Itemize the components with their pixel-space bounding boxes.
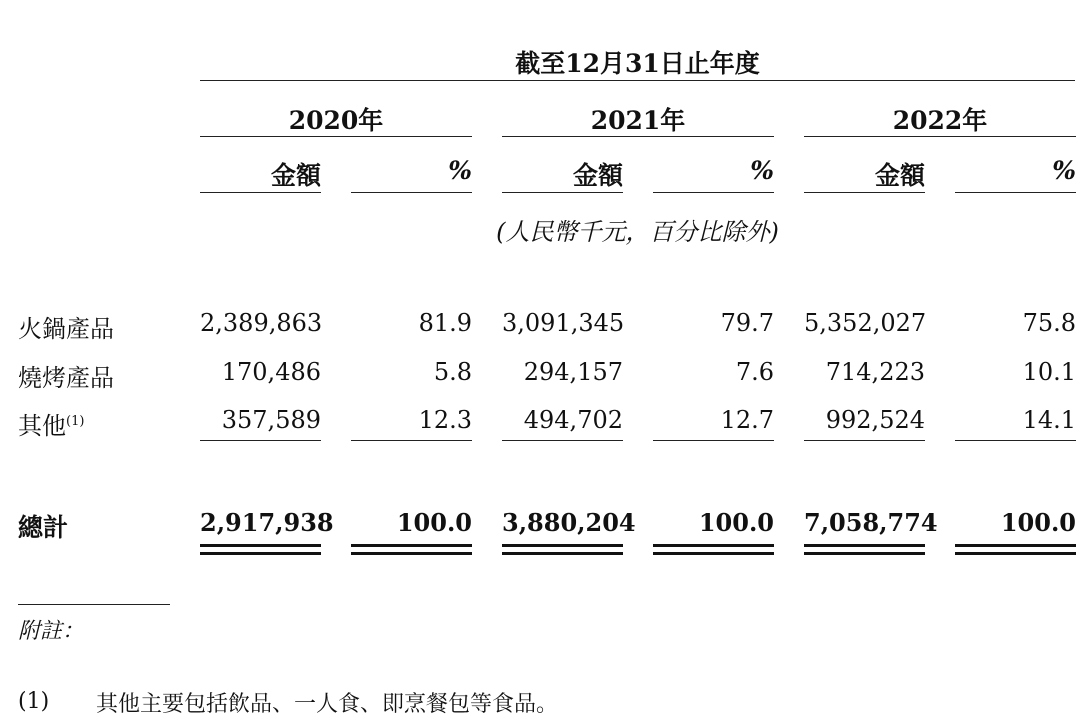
footnote-ref: (1) <box>66 414 85 429</box>
table-cell: 170,486 <box>221 358 321 386</box>
table-cell: 5,352,027 <box>804 309 927 337</box>
table-cell: 7.6 <box>735 358 774 386</box>
percent-header-2021: % <box>750 156 774 185</box>
table-cell: 10.1 <box>1022 358 1076 386</box>
total-cell: 2,917,938 <box>200 508 334 537</box>
percent-header-2022: % <box>1052 156 1076 185</box>
total-double-rule <box>502 552 623 555</box>
table-cell: 714,223 <box>825 358 925 386</box>
total-double-rule <box>955 544 1076 547</box>
table-cell: 5.8 <box>433 358 472 386</box>
table-cell: 357,589 <box>221 406 321 434</box>
notes-heading: 附註： <box>18 619 85 644</box>
footnote-text: 其他主要包括飲品、一人食、即烹餐包等食品。 <box>96 692 559 717</box>
notes-rule <box>18 604 170 605</box>
row-label-text: 其他 <box>18 412 66 440</box>
table-cell: 3,091,345 <box>502 309 625 337</box>
total-double-rule <box>653 552 774 555</box>
total-label: 總計 <box>18 513 69 542</box>
amount-header-2020: 金額 <box>270 161 321 190</box>
total-cell: 3,880,204 <box>502 508 636 537</box>
header-rule <box>200 80 1075 81</box>
total-double-rule <box>955 552 1076 555</box>
column-rule <box>351 192 472 193</box>
year-header-2022: 2022年 <box>892 106 988 135</box>
table-cell: 294,157 <box>523 358 623 386</box>
total-cell: 100.0 <box>698 508 774 537</box>
total-double-rule <box>804 544 925 547</box>
year-rule-2021 <box>502 136 774 137</box>
unit-note: (人民幣千元，百分比除外) <box>496 218 779 246</box>
subtotal-rule <box>804 440 925 441</box>
column-rule <box>502 192 623 193</box>
total-cell: 7,058,774 <box>804 508 938 537</box>
row-label-others <box>18 406 84 441</box>
column-rule <box>955 192 1076 193</box>
year-header-2020: 2020年 <box>288 106 384 135</box>
total-cell: 100.0 <box>1000 508 1076 537</box>
total-double-rule <box>200 544 321 547</box>
column-rule <box>200 192 321 193</box>
total-double-rule <box>351 552 472 555</box>
total-double-rule <box>351 544 472 547</box>
table-cell: 992,524 <box>825 406 925 434</box>
row-label-hotpot: 火鍋產品 <box>18 315 114 343</box>
percent-header-2020: % <box>448 156 472 185</box>
table-cell: 81.9 <box>418 309 472 337</box>
table-cell: 12.3 <box>418 406 472 434</box>
total-cell: 100.0 <box>396 508 472 537</box>
year-rule-2022 <box>804 136 1076 137</box>
table-cell: 12.7 <box>720 406 774 434</box>
table-cell: 79.7 <box>720 309 774 337</box>
row-label-barbecue: 燒烤產品 <box>18 364 114 392</box>
table-cell: 75.8 <box>1022 309 1076 337</box>
total-double-rule <box>200 552 321 555</box>
subtotal-rule <box>351 440 472 441</box>
subtotal-rule <box>653 440 774 441</box>
subtotal-rule <box>200 440 321 441</box>
amount-header-2021: 金額 <box>572 161 623 190</box>
year-header-2021: 2021年 <box>590 106 686 135</box>
table-cell: 2,389,863 <box>200 309 323 337</box>
year-rule-2020 <box>200 136 472 137</box>
table-cell: 494,702 <box>523 406 623 434</box>
column-rule <box>804 192 925 193</box>
table-cell: 14.1 <box>1022 406 1076 434</box>
footnote-marker: (1) <box>18 689 50 714</box>
amount-header-2022: 金額 <box>874 161 925 190</box>
total-double-rule <box>653 544 774 547</box>
subtotal-rule <box>955 440 1076 441</box>
total-double-rule <box>804 552 925 555</box>
period-header: 截至12月31日止年度 <box>515 49 760 78</box>
subtotal-rule <box>502 440 623 441</box>
total-double-rule <box>502 544 623 547</box>
column-rule <box>653 192 774 193</box>
